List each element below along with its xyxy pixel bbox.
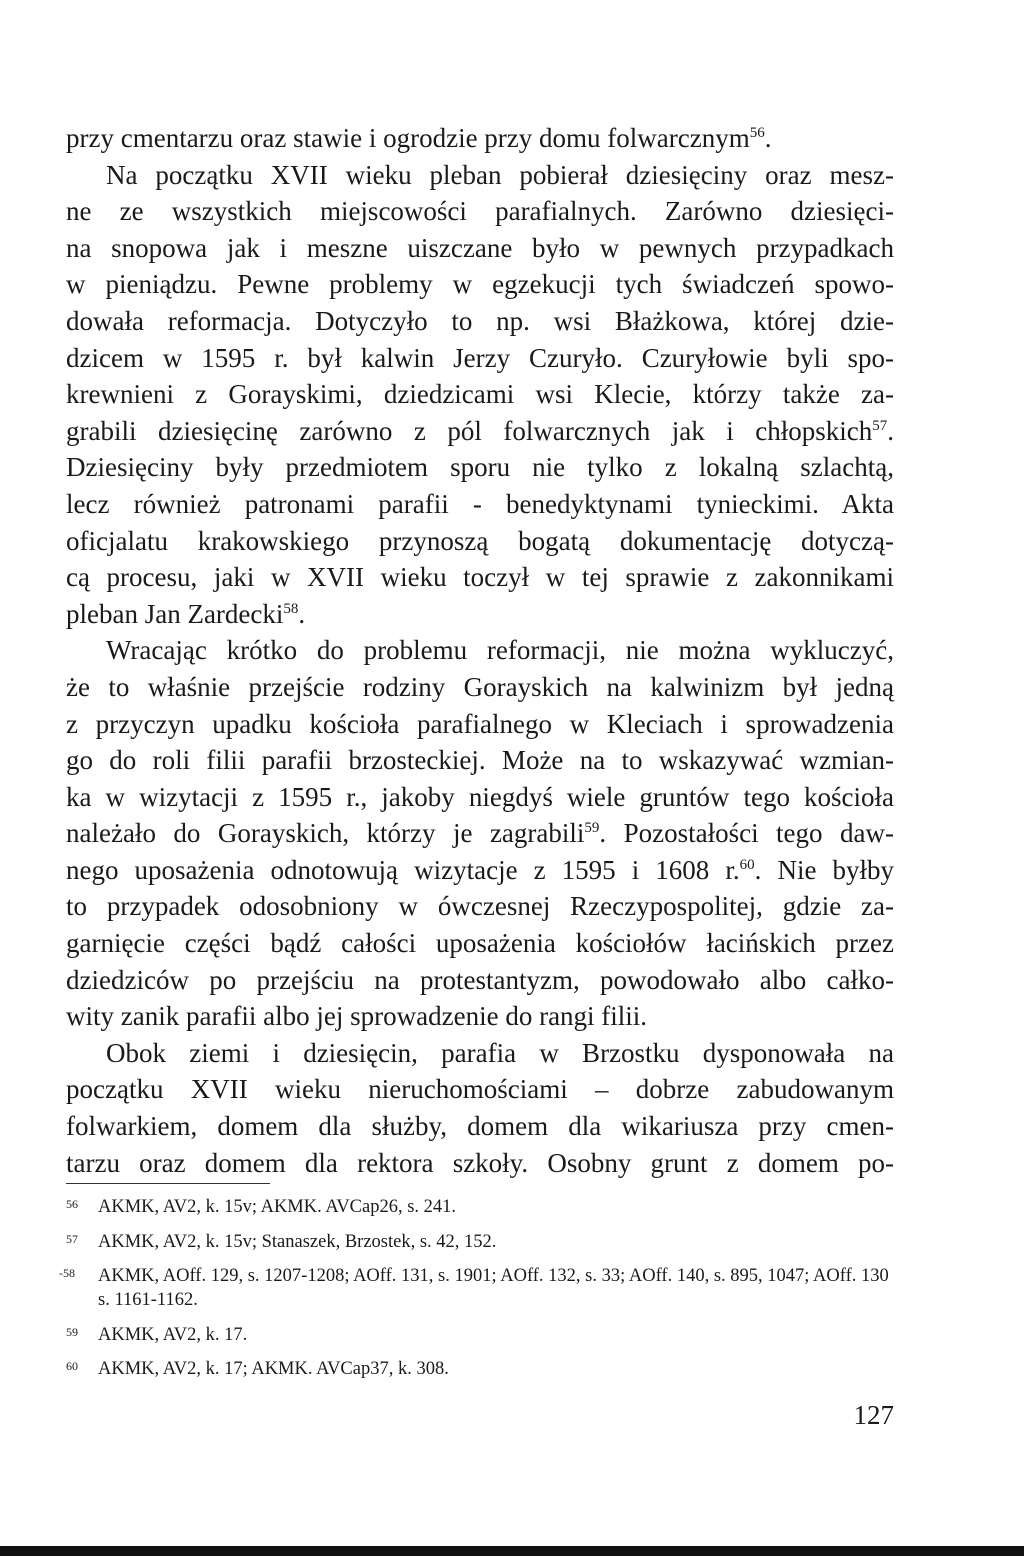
text-line bbox=[66, 413, 894, 450]
footnotes bbox=[59, 1195, 894, 1392]
text-line bbox=[66, 157, 894, 194]
page-number: 127 bbox=[853, 1400, 894, 1430]
text-line bbox=[66, 230, 894, 267]
main-text bbox=[66, 120, 894, 1181]
text-segment: grabili dziesięcinę zarówno z pól folwarcznych jak i chłopskich bbox=[66, 415, 873, 446]
text-segment: należało do Gorayskich, którzy je zagrabili bbox=[66, 818, 585, 849]
footnote-mark: - bbox=[59, 1266, 63, 1280]
text-segment: Na początku XVII wieku pleban pobierał dziesięciny oraz mesz- bbox=[106, 159, 894, 190]
text-segment: . bbox=[764, 123, 772, 153]
text-line bbox=[66, 266, 894, 303]
text-segment: z przyczyn upadku kościoła parafialnego w Kleciach i sprowadzenia bbox=[66, 708, 894, 739]
text-segment: tarzu oraz domem dla rektora szkoły. Osobny grunt z domem po- bbox=[66, 1147, 894, 1178]
text-segment: wity zanik parafii albo jej sprowadzenie do rangi filii. bbox=[66, 1001, 648, 1032]
footnote-number bbox=[66, 1192, 96, 1216]
text-line bbox=[66, 962, 894, 999]
scan-edge-bar bbox=[0, 1546, 1024, 1556]
text-line bbox=[66, 1071, 894, 1108]
footnote-text: AKMK, AV2, k. 15v; AKMK. AVCap26, s. 241. bbox=[98, 1197, 457, 1217]
text-line bbox=[66, 742, 894, 779]
text-segment: ka w wizytacji z 1595 r., jakoby niegdyś wiele gruntów tego kościoła bbox=[66, 781, 894, 812]
footnote-ref: 59 bbox=[584, 820, 600, 837]
text-line bbox=[66, 998, 894, 1035]
text-line bbox=[66, 523, 894, 560]
footnote bbox=[66, 1357, 894, 1381]
footnote bbox=[66, 1323, 894, 1347]
footnote-separator bbox=[66, 1183, 270, 1184]
text-line bbox=[66, 303, 894, 340]
text-line bbox=[66, 632, 894, 669]
text-line bbox=[66, 193, 894, 230]
text-line bbox=[66, 376, 894, 413]
footnote bbox=[66, 1195, 894, 1219]
text-line bbox=[66, 852, 894, 889]
text-segment: że to właśnie przejście rodziny Gorayskich na kalwinizm był jedną bbox=[66, 671, 894, 702]
footnote-ref: 60 bbox=[739, 856, 755, 873]
text-segment: . bbox=[887, 415, 894, 446]
text-line bbox=[66, 120, 894, 157]
text-segment: cą procesu, jaki w XVII wieku toczył w tej sprawie z zakonnikami bbox=[66, 562, 894, 593]
text-segment: ne ze wszystkich miejscowości parafialnych. Zarówno dziesięci- bbox=[66, 196, 894, 227]
text-segment: lecz również patronami parafii - benedyktynami tynieckimi. Akta bbox=[66, 488, 894, 519]
footnote-number-value: 58 bbox=[63, 1266, 75, 1280]
text-segment: go do roli filii parafii brzosteckiej. Może na to wskazywać wzmian- bbox=[66, 745, 894, 776]
text-line bbox=[66, 888, 894, 925]
footnote-number-value: 57 bbox=[66, 1231, 78, 1246]
footnote-text: AKMK, AV2, k. 17. bbox=[98, 1324, 248, 1345]
text-line bbox=[66, 486, 894, 523]
text-segment: krewnieni z Gorayskimi, dziedzicami wsi Klecie, którzy także za- bbox=[66, 379, 894, 410]
text-line bbox=[66, 669, 894, 706]
text-segment: przy cmentarzu oraz stawie i ogrodzie przy domu folwarcznym bbox=[66, 123, 750, 153]
text-segment: dowała reformacja. Dotyczyło to np. wsi Błażkowa, której dzie- bbox=[66, 305, 894, 336]
text-segment: . bbox=[298, 598, 306, 629]
text-segment: to przypadek odosobniony w ówczesnej Rzeczypospolitej, gdzie za- bbox=[66, 891, 894, 922]
text-line bbox=[66, 559, 894, 596]
text-line bbox=[66, 706, 894, 743]
text-line bbox=[66, 596, 894, 633]
footnote-number bbox=[59, 1261, 89, 1285]
footnote-number bbox=[66, 1227, 96, 1251]
text-segment: dziedziców po przejściu na protestantyzm, powodowało albo całko- bbox=[66, 964, 894, 995]
text-line bbox=[66, 1108, 894, 1145]
text-line bbox=[66, 925, 894, 962]
footnote-number bbox=[66, 1320, 96, 1344]
text-segment: . Nie byłby bbox=[754, 854, 894, 885]
footnote-text: AKMK, AOff. 129, s. 1207-1208; AOff. 131, s. 1901; AOff. 132, s. 33; AOff. 140, s. 895, 1047; AOff. 130 s. 1161-1162. bbox=[98, 1266, 889, 1310]
footnote-ref: 57 bbox=[872, 417, 888, 434]
text-segment: Wracając krótko do problemu reformacji, nie można wykluczyć, bbox=[106, 635, 894, 666]
text-segment: folwarkiem, domem dla służby, domem dla wikariusza przy cmen- bbox=[66, 1111, 894, 1142]
footnote-number-value: 60 bbox=[66, 1359, 78, 1373]
text-segment: w pieniądzu. Pewne problemy w egzekucji tych świadczeń spowo- bbox=[66, 269, 894, 300]
text-line bbox=[66, 779, 894, 816]
text-segment: początku XVII wieku nieruchomościami – dobrze zabudowanym bbox=[66, 1074, 894, 1105]
footnote-number-value: 56 bbox=[66, 1197, 78, 1211]
footnote-ref: 56 bbox=[749, 125, 765, 141]
body-paragraphs bbox=[66, 120, 894, 1181]
footnote-text: AKMK, AV2, k. 15v; Stanaszek, Brzostek, s. 42, 152. bbox=[98, 1231, 497, 1252]
text-line bbox=[66, 340, 894, 377]
footnote-number-value: 59 bbox=[66, 1324, 78, 1339]
footnote-ref: 58 bbox=[283, 600, 299, 617]
text-segment: na snopowa jak i meszne uiszczane było w pewnych przypadkach bbox=[66, 232, 894, 263]
text-segment: oficjalatu krakowskiego przynoszą bogatą dokumentację dotyczą- bbox=[66, 525, 894, 556]
footnote-number bbox=[66, 1354, 96, 1378]
footnote bbox=[59, 1264, 894, 1312]
text-line bbox=[66, 449, 894, 486]
text-line bbox=[66, 1035, 894, 1072]
text-segment: garnięcie części bądź całości uposażenia kościołów łacińskich przez bbox=[66, 928, 894, 959]
text-segment: Dziesięciny były przedmiotem sporu nie tylko z lokalną szlachtą, bbox=[66, 452, 894, 483]
text-line bbox=[66, 815, 894, 852]
text-segment: Obok ziemi i dziesięcin, parafia w Brzostku dysponowała na bbox=[106, 1037, 894, 1068]
footnote bbox=[66, 1230, 894, 1254]
text-segment: nego uposażenia odnotowują wizytacje z 1595 i 1608 r. bbox=[66, 854, 740, 885]
text-line bbox=[66, 1145, 894, 1182]
text-segment: pleban Jan Zardecki bbox=[66, 598, 284, 629]
text-segment: . Pozostałości tego daw- bbox=[599, 818, 894, 849]
footnote-text: AKMK, AV2, k. 17; AKMK. AVCap37, k. 308. bbox=[98, 1359, 449, 1379]
text-segment: dzicem w 1595 r. był kalwin Jerzy Czuryło. Czuryłowie byli spo- bbox=[66, 342, 894, 373]
